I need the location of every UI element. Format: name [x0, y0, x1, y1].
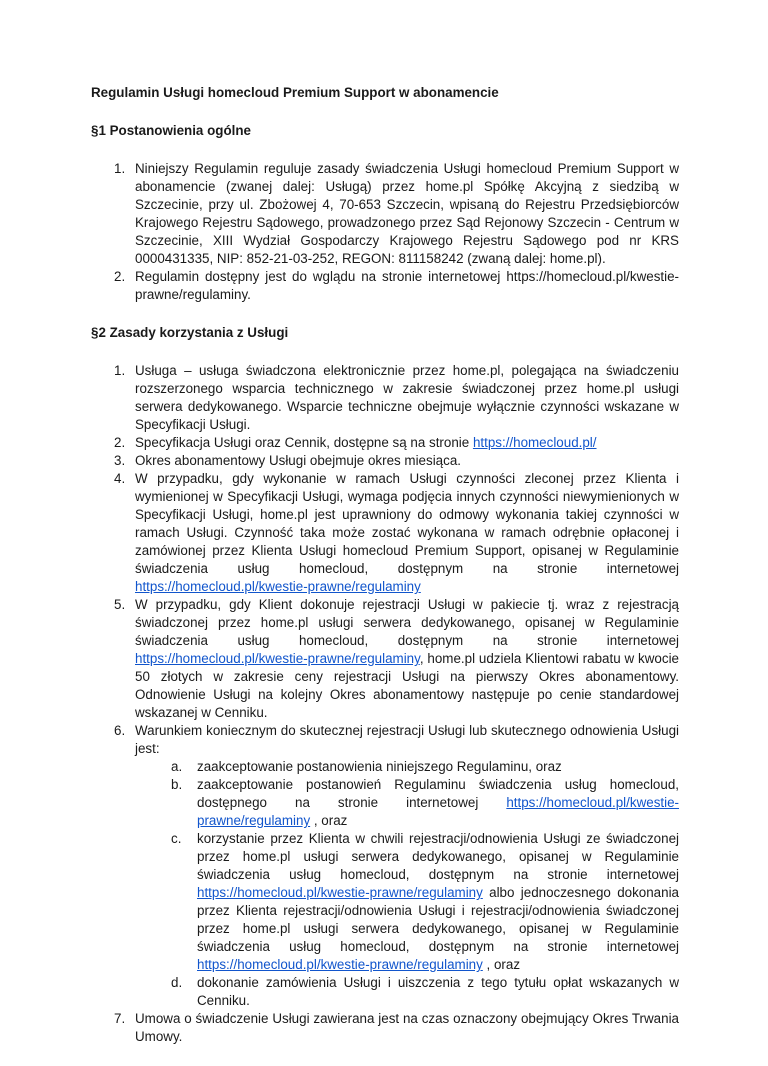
sub-item-a — [135, 758, 679, 776]
sub-item-text: dokonanie zamówienia Usługi i uiszczenia z tego tytułu opłat wskazanych w Cenniku. — [197, 975, 679, 1008]
sub-item-b — [135, 776, 679, 830]
item-number: 5. — [114, 597, 126, 612]
item-number: 3. — [114, 453, 126, 468]
sub-item-text-continued: , oraz — [310, 813, 348, 828]
document-body — [91, 84, 679, 1066]
sub-item-d — [135, 974, 679, 1010]
item-text: W przypadku, gdy Klient dokonuje rejestracji Usługi w pakiecie tj. wraz z rejestracją świadczonej przez home.pl usługi serwera dedykowanego, opisanej w Regulaminie świadczenia usług homecloud, dostępnym na stronie internetowej — [135, 597, 679, 648]
sub-item-letter: d. — [171, 975, 183, 990]
regulaminy-link[interactable]: https://homecloud.pl/kwestie-prawne/regulaminy — [197, 795, 679, 828]
sub-item-text: korzystanie przez Klienta w chwili rejestracji/odnowienia Usługi ze świadczonej przez home.pl usługi serwera dedykowanego, opisanej w Regulaminie świadczenia usług homecloud, dostępnym na stronie internetowej — [197, 831, 679, 882]
item-number: 1. — [114, 363, 126, 378]
sub-item-text-middle: albo jednoczesnego dokonania przez Klienta rejestracji/odnowienia Usługi i rejestracji/odnowienia świadczonej przez home.pl usługi serwera dedykowanego, opisanej w Regulaminie świadczenia usług homecloud, dostępnym na stronie internetowej — [197, 885, 679, 954]
sub-item-text: zaakceptowanie postanowienia niniejszego Regulaminu, oraz — [197, 759, 562, 774]
item-text: Niniejszy Regulamin reguluje zasady świadczenia Usługi homecloud Premium Support w abonamencie (zwanej dalej: Usługą) przez home.pl Spółkę Akcyjną z siedzibą w Szczecinie, przy ul. Zbożowej 4, 70-653 Szczecin, wpisaną do Rejestru Przedsiębiorców Krajowego Rejestru Sądowego, prowadzonego przez Sąd Rejonowy Szczecin - Centrum w Szczecinie, XIII Wydział Gospodarczy Krajowego Rejestru Sądowego pod nr KRS 0000431335, NIP: 852-21-03-252, REGON: 811158242 (zwaną dalej: home.pl). — [135, 161, 679, 266]
section-2-item-1 — [91, 362, 679, 434]
regulaminy-link[interactable]: https://homecloud.pl/kwestie-prawne/regulaminy — [135, 579, 421, 594]
section-1-heading: §1 Postanowienia ogólne — [91, 123, 251, 138]
section-2-item-7 — [91, 1010, 679, 1046]
sub-list — [135, 758, 679, 1010]
item-text: Usługa – usługa świadczona elektronicznie przez home.pl, polegająca na świadczeniu rozszerzonego wsparcia technicznego w zakresie świadczonej przez home.pl usługi serwera dedykowanego. Wsparcie techniczne obejmuje wyłącznie czynności wskazane w Specyfikacji Usługi. — [135, 363, 679, 432]
item-text: Specyfikacja Usługi oraz Cennik, dostępne są na stronie — [135, 435, 473, 450]
section-2-item-2 — [91, 434, 679, 452]
item-number: 6. — [114, 723, 126, 738]
sub-item-letter: a. — [171, 759, 183, 774]
regulaminy-link[interactable]: https://homecloud.pl/kwestie-prawne/regulaminy — [197, 885, 483, 900]
sub-item-letter: c. — [171, 831, 182, 846]
item-number: 4. — [114, 471, 126, 486]
section-1-item-2 — [91, 268, 679, 304]
section-2-list — [91, 362, 679, 1046]
section-1-item-1 — [91, 160, 679, 268]
sub-item-text-continued: , oraz — [482, 957, 521, 972]
homecloud-link[interactable]: https://homecloud.pl/ — [472, 435, 597, 450]
sub-item-text: zaakceptowanie postanowień Regulaminu świadczenia usług homecloud, dostępnego na stronie internetowej — [197, 777, 679, 810]
section-2-heading: §2 Zasady korzystania z Usługi — [91, 325, 289, 340]
item-text: Regulamin dostępny jest do wglądu na stronie internetowej https://homecloud.pl/kwestie-prawne/regulaminy. — [135, 269, 679, 302]
section-2-item-6 — [91, 722, 679, 1010]
item-number: 2. — [114, 269, 126, 284]
item-text: Warunkiem koniecznym do skutecznej rejestracji Usługi lub skutecznego odnowienia Usługi jest: — [135, 723, 679, 756]
item-number: 2. — [114, 435, 126, 450]
sub-item-letter: b. — [171, 777, 183, 792]
item-number: 1. — [114, 161, 126, 176]
item-number: 7. — [114, 1011, 126, 1026]
item-text: W przypadku, gdy wykonanie w ramach Usługi czynności zleconej przez Klienta i wymienionej w Specyfikacji Usługi, wymaga podjęcia innych czynności niewymienionych w Specyfikacji Usługi, home.pl jest uprawniony do odmowy wykonania takiej czynności w ramach Usługi. Czynność taka może zostać wykonana w ramach odrębnie opłaconej i zamówionej przez Klienta Usługi homecloud Premium Support, opisanej w Regulaminie świadczenia usług homecloud, dostępnym na stronie internetowej — [135, 471, 679, 576]
item-text-continued: , home.pl udziela Klientowi rabatu w kwocie 50 złotych w zakresie ceny rejestracji Usługi na pierwszy Okres abonamentowy. Odnowienie Usługi na kolejny Okres abonamentowy następuje po cenie standardowej wskazanej w Cenniku. — [135, 651, 679, 720]
section-2-item-4 — [91, 470, 679, 596]
section-1-list — [91, 160, 679, 304]
sub-item-c — [135, 830, 679, 974]
regulaminy-link[interactable]: https://homecloud.pl/kwestie-prawne/regulaminy — [135, 651, 420, 666]
section-2-item-5 — [91, 596, 679, 722]
item-text: Umowa o świadczenie Usługi zawierana jest na czas oznaczony obejmujący Okres Trwania Umowy. — [135, 1011, 679, 1044]
section-2-item-3 — [91, 452, 679, 470]
regulaminy-link-2[interactable]: https://homecloud.pl/kwestie-prawne/regulaminy — [197, 957, 483, 972]
document-title: Regulamin Usługi homecloud Premium Support w abonamencie — [91, 85, 499, 100]
item-text: Okres abonamentowy Usługi obejmuje okres miesiąca. — [135, 453, 461, 468]
